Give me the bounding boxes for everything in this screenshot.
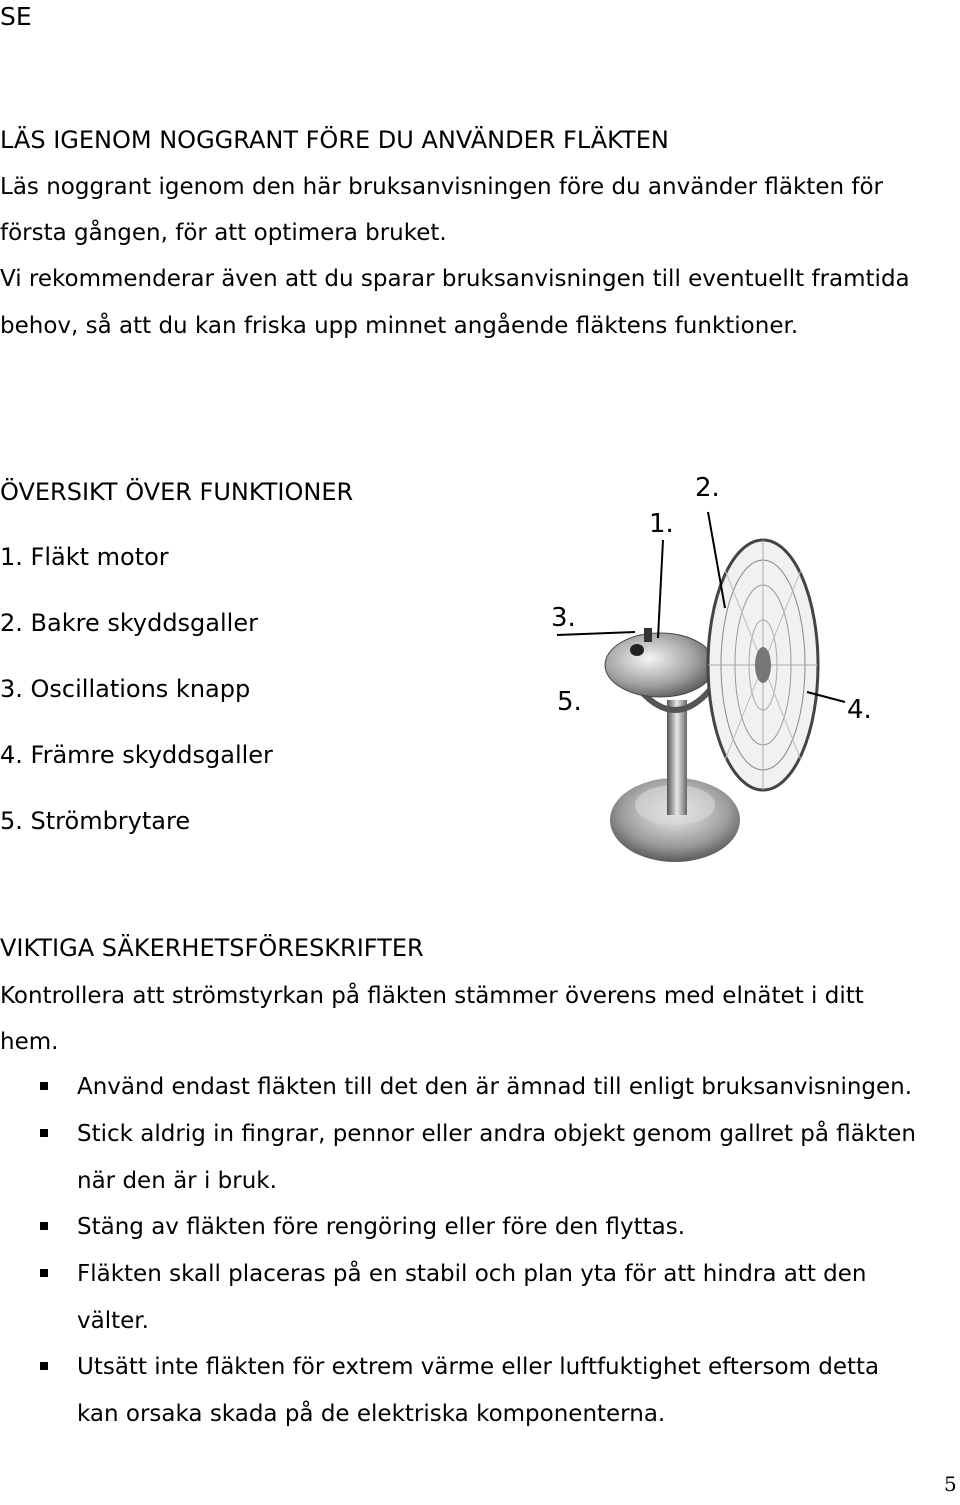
feature-item: 5. Strömbrytare <box>0 807 191 835</box>
diagram-label-1: 1. <box>649 509 674 539</box>
safety-bullet: Stick aldrig in fingrar, pennor eller andra objekt genom gallret på fläkten <box>77 1121 916 1147</box>
bullet-marker <box>40 1129 48 1137</box>
feature-item: 4. Främre skyddsgaller <box>0 741 273 769</box>
safety-bullet-cont: välter. <box>77 1308 149 1334</box>
overview-heading: ÖVERSIKT ÖVER FUNKTIONER <box>0 478 354 506</box>
fan-pole <box>667 700 687 815</box>
intro-line: Läs noggrant igenom den här bruksanvisningen före du använder fläkten för <box>0 174 883 200</box>
intro-line: behov, så att du kan friska upp minnet angående fläktens funktioner. <box>0 313 799 339</box>
fan-diagram <box>545 460 875 880</box>
language-code: SE <box>0 2 32 31</box>
feature-item: 2. Bakre skyddsgaller <box>0 609 258 637</box>
diagram-label-5: 5. <box>557 687 582 717</box>
feature-item: 1. Fläkt motor <box>0 543 169 571</box>
diagram-label-3: 3. <box>551 603 576 633</box>
intro-line: Vi rekommenderar även att du sparar bruksanvisningen till eventuellt framtida <box>0 266 910 292</box>
bullet-marker <box>40 1222 48 1230</box>
bullet-marker <box>40 1082 48 1090</box>
fan-motor <box>605 633 715 697</box>
diagram-label-2: 2. <box>695 473 720 503</box>
diagram-label-4: 4. <box>847 695 872 725</box>
bullet-marker <box>40 1269 48 1277</box>
feature-item: 3. Oscillations knapp <box>0 675 251 703</box>
safety-bullet: Stäng av fläkten före rengöring eller före den flyttas. <box>77 1214 686 1240</box>
safety-bullet-cont: när den är i bruk. <box>77 1168 277 1194</box>
safety-bullet: Utsätt inte fläkten för extrem värme eller luftfuktighet eftersom detta <box>77 1354 880 1380</box>
bullet-marker <box>40 1362 48 1370</box>
intro-line: första gången, för att optimera bruket. <box>0 220 447 246</box>
intro-heading: LÄS IGENOM NOGGRANT FÖRE DU ANVÄNDER FLÄKTEN <box>0 126 669 154</box>
safety-bullet: Fläkten skall placeras på en stabil och plan yta för att hindra att den <box>77 1261 867 1287</box>
safety-bullet: Använd endast fläkten till det den är ämnad till enligt bruksanvisningen. <box>77 1074 913 1100</box>
page-number: 5 <box>944 1472 957 1496</box>
safety-intro-line: hem. <box>0 1029 59 1055</box>
safety-intro-line: Kontrollera att strömstyrkan på fläkten stämmer överens med elnätet i ditt <box>0 983 864 1009</box>
safety-heading: VIKTIGA SÄKERHETSFÖRESKRIFTER <box>0 934 424 962</box>
safety-bullet-cont: kan orsaka skada på de elektriska komponenterna. <box>77 1401 666 1427</box>
